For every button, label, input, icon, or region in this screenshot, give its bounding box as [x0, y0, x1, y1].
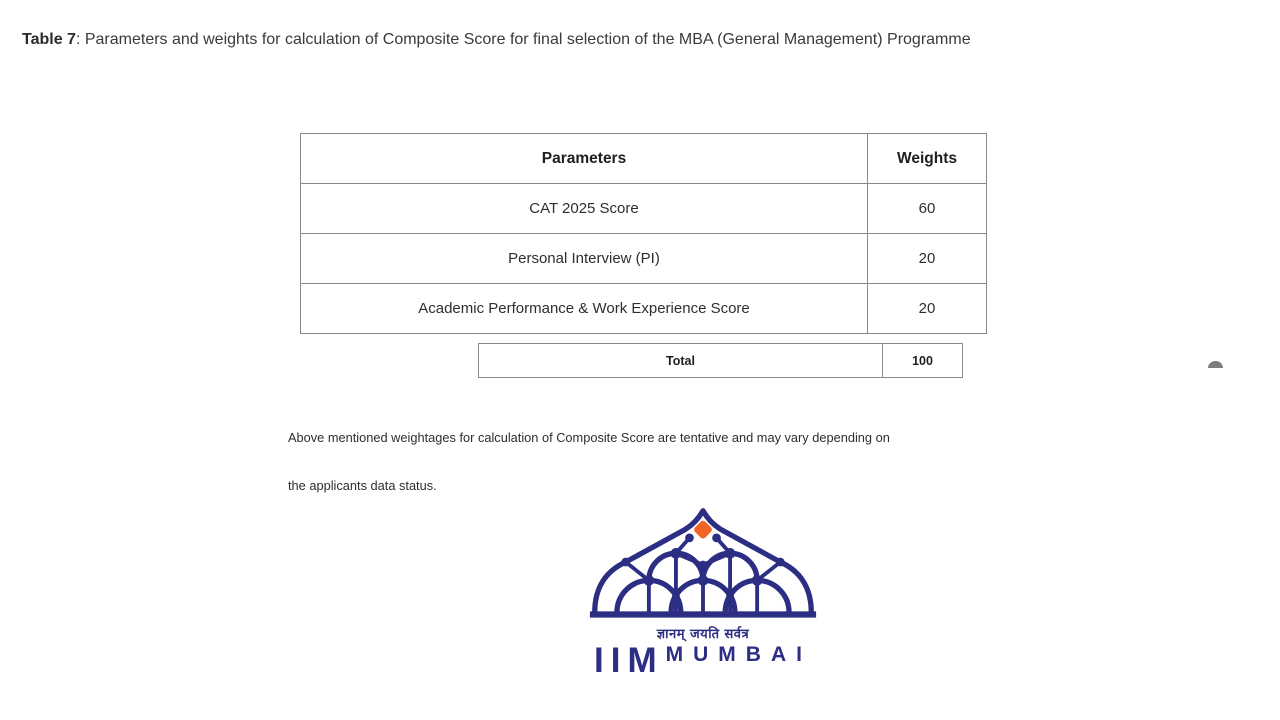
logo-motto: ज्ञानम् जयति सर्वत्र	[656, 627, 750, 642]
parameter-cell: Personal Interview (PI)	[301, 234, 868, 284]
table-row	[301, 184, 987, 234]
parameter-cell: Academic Performance & Work Experience Score	[301, 284, 868, 334]
table-caption	[22, 25, 1254, 55]
weight-cell: 20	[868, 284, 987, 334]
table-row	[301, 234, 987, 284]
weight-cell: 20	[868, 234, 987, 284]
parameter-cell: CAT 2025 Score	[301, 184, 868, 234]
logo-iim-text: IIM	[594, 641, 664, 680]
note-text-line1: Above mentioned weightages for calculation of Composite Score are tentative and may vary depending on	[288, 430, 890, 445]
table-caption-number: Table 7	[22, 31, 76, 48]
logo-mumbai-text: MUMBAI	[665, 643, 812, 666]
iim-emblem-icon	[587, 505, 819, 621]
header-parameters: Parameters	[301, 134, 868, 184]
table-row	[301, 284, 987, 334]
note-text-line2: the applicants data status.	[288, 478, 437, 493]
stray-mark-icon	[1208, 361, 1223, 368]
table-header-row	[301, 134, 987, 184]
iim-mumbai-logo	[520, 505, 886, 678]
total-value-cell: 100	[883, 343, 963, 378]
header-weights: Weights	[868, 134, 987, 184]
total-label-cell: Total	[478, 343, 883, 378]
weight-cell: 60	[868, 184, 987, 234]
logo-wordmark	[594, 643, 812, 678]
total-row	[478, 343, 963, 378]
table-caption-text: : Parameters and weights for calculation of Composite Score for final selection of the MBA (General Management) Programme	[75, 31, 971, 48]
weights-table	[300, 133, 987, 334]
